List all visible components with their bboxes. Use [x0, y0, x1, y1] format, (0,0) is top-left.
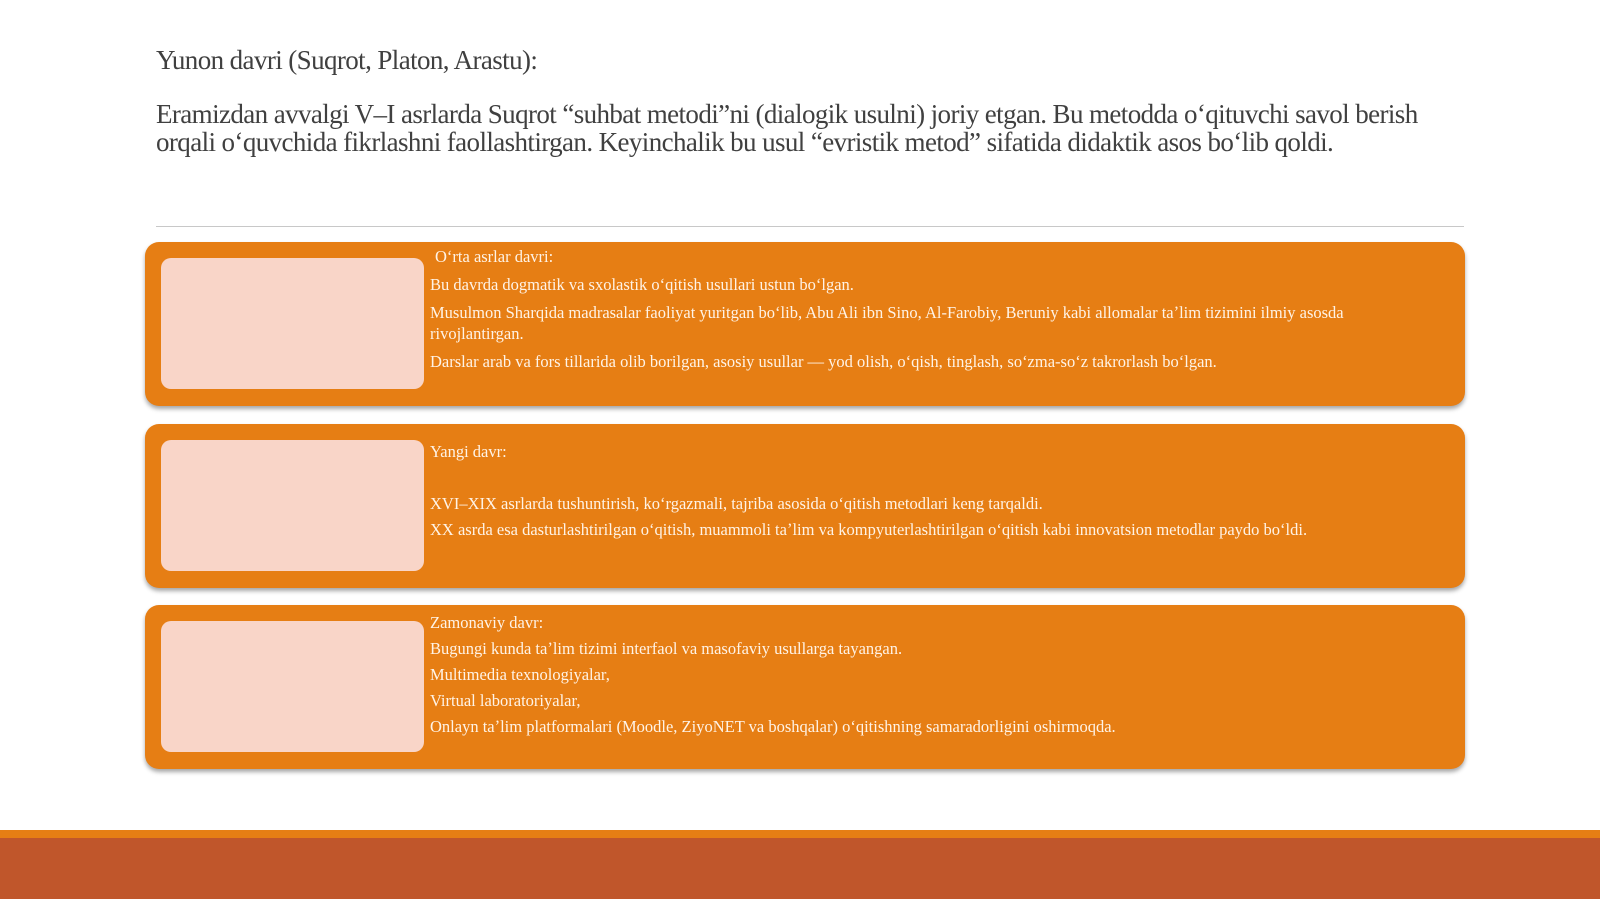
card-line: Bu davrda dogmatik va sxolastik oʻqitish usullari ustun boʻlgan.: [430, 275, 854, 294]
period-card-new-era: [145, 424, 1465, 588]
footer-band: [0, 838, 1600, 899]
footer-accent-line: [0, 830, 1600, 838]
card-line: Onlayn taʼlim platformalari (Moodle, ZiyoNET va boshqalar) oʻqitishning samaradorligini oshirmoqda.: [430, 717, 1116, 736]
divider: [156, 226, 1464, 227]
card-heading: Yangi davr:: [430, 442, 507, 461]
card-heading: Oʻrta asrlar davri:: [435, 247, 554, 266]
card-line: Musulmon Sharqida madrasalar faoliyat yuritgan boʻlib, Abu Ali ibn Sino, Al-Farobiy, Beruniy kabi allomalar taʼlim tizimini ilmiy asosda rivojlantirgan.: [430, 303, 1344, 343]
card-text: [430, 246, 1440, 379]
card-line: Darslar arab va fors tillarida olib borilgan, asosiy usullar — yod olish, oʻqish, tinglash, soʻzma-soʻz takrorlash boʻlgan.: [430, 352, 1217, 371]
image-placeholder: [161, 258, 424, 389]
image-placeholder: [161, 621, 424, 752]
card-line: Virtual laboratoriyalar,: [430, 691, 581, 710]
slide-title: Yunon davri (Suqrot, Platon, Arastu):: [156, 45, 538, 75]
card-text: [430, 441, 1440, 545]
card-heading: Zamonaviy davr:: [430, 613, 544, 632]
period-card-middle-ages: [145, 242, 1465, 406]
slide-intro-text: Eramizdan avvalgi V–I asrlarda Suqrot “suhbat metodi”ni (dialogik usulni) joriy etgan. Bu metodda oʻqituvchi savol berish orqali oʻquvchida fikrlashni faollashtirgan. Keyinchalik bu usul “evristik metod” sifatida didaktik asos boʻlib qoldi.: [156, 99, 1418, 157]
card-line: XX asrda esa dasturlashtirilgan oʻqitish, muammoli taʼlim va kompyuterlashtirilgan oʻqitish kabi innovatsion metodlar paydo boʻldi.: [430, 520, 1308, 539]
card-line: Multimedia texnologiyalar,: [430, 665, 610, 684]
card-text: [430, 612, 1440, 742]
period-card-modern-era: [145, 605, 1465, 769]
card-line: Bugungi kunda taʼlim tizimi interfaol va masofaviy usullarga tayangan.: [430, 639, 903, 658]
image-placeholder: [161, 440, 424, 571]
card-line: XVI–XIX asrlarda tushuntirish, koʻrgazmali, tajriba asosida oʻqitish metodlari keng tarqaldi.: [430, 494, 1043, 513]
